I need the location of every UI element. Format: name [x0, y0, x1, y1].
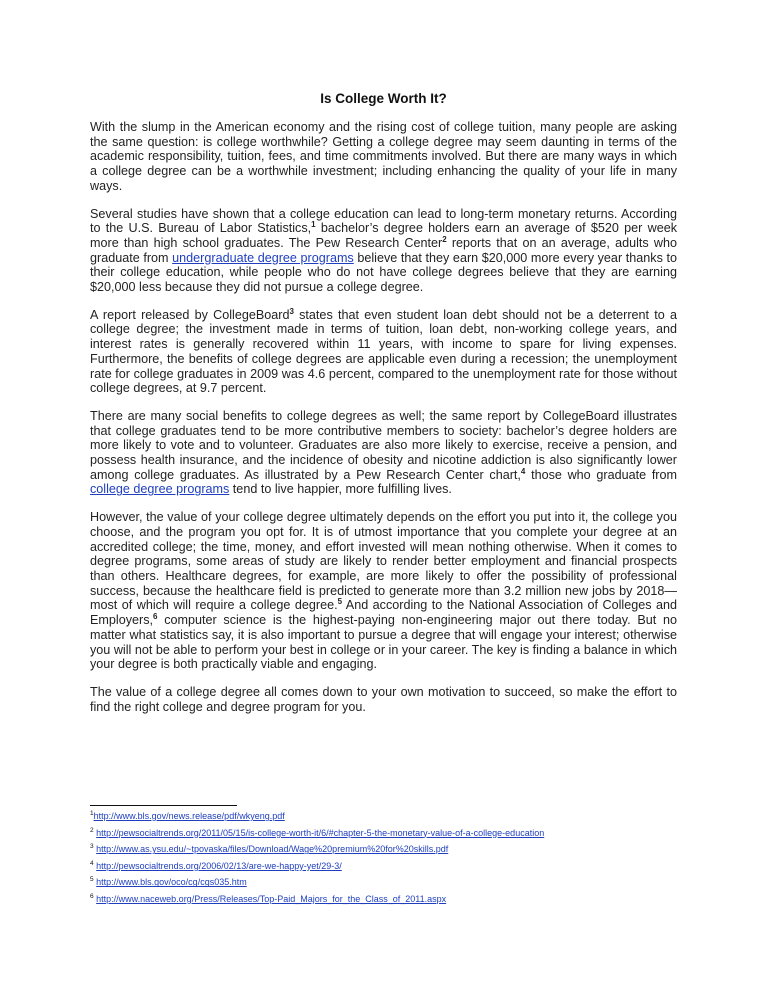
footnote-link-1[interactable]: http://www.bls.gov/news.release/pdf/wkyeng.pdf	[93, 811, 285, 821]
footnote-item	[90, 844, 690, 855]
text-run: those who graduate from	[525, 467, 678, 482]
footnote-number: 3	[90, 843, 94, 851]
paragraph-value-effort	[90, 510, 677, 672]
paragraph-intro: With the slump in the American economy and the rising cost of college tuition, many people are asking the same question: is college worthwhile? Getting a college degree may seem daunting in terms of the academic responsibility, tuition, fees, and time commitments involved. But there are many ways in which a college degree can be a worthwhile investment; including enhancing the quality of your life in many ways.	[90, 120, 677, 193]
text-run: bachelor’s degree holders earn an average of $520 per week more than high school graduates. The Pew Research Center	[90, 221, 677, 250]
footnote-link-3[interactable]: http://www.as.ysu.edu/~tpovaska/files/Download/Wage%20premium%20for%20skills.pdf	[96, 844, 449, 855]
footnote-ref-2[interactable]: 2	[442, 234, 447, 244]
footnote-ref-4[interactable]: 4	[520, 466, 526, 476]
footnote-number: 5	[90, 876, 94, 884]
paragraph-social-benefits	[90, 409, 677, 497]
text-run: However, the value of your college degree ultimately depends on the effort you put into it, the college you choose, and the program you opt for. It is of utmost importance that you complete your degree at an accredited college; the time, money, and effort invested will mean nothing otherwise. When it comes to degree programs, some areas of study are likely to render better employment and financial prospects than others. Healthcare degrees, for example, are more likely to offer the possibility of professional success, because the healthcare field is predicted to generate more than 3.2 million new jobs by 2018—most of which will require a college degree.	[90, 510, 677, 613]
footnote-ref-5[interactable]: 5	[337, 597, 343, 607]
document-body	[90, 91, 677, 727]
text-run: Several studies have shown that a college education can lead to long-term monetary returns. According to the U.S. Bureau of Labor Statistics,	[90, 206, 677, 236]
footnote-separator	[90, 805, 237, 806]
footnote-ref-6[interactable]: 6	[153, 611, 158, 621]
footnote-number: 6	[90, 892, 94, 900]
paragraph-monetary-returns	[90, 207, 677, 295]
footnote-number: 4	[90, 859, 94, 867]
link-college-degree-programs[interactable]: college degree programs	[90, 482, 230, 497]
text-run: And according to the National Association of Colleges and Employers,	[90, 598, 677, 628]
footnote-item	[90, 811, 690, 822]
footnote-link-2[interactable]: http://pewsocialtrends.org/2011/05/15/is-college-worth-it/6/#chapter-5-the-monetary-value-of-a-college-education	[96, 827, 545, 838]
footnote-link-6[interactable]: http://www.naceweb.org/Press/Releases/Top-Paid_Majors_for_the_Class_of_2011.aspx	[96, 893, 447, 904]
paragraph-collegeboard-report	[90, 308, 677, 396]
footnotes-list	[90, 811, 690, 911]
footnote-item	[90, 828, 690, 839]
text-run: believe that they earn $20,000 more every year thanks to their college education, while people who do not have college degrees believe that they are earning $20,000 less because they did not pursue a college degree.	[90, 250, 677, 295]
text-run: computer science is the highest-paying non-engineering major out there today. But no matter what statistics say, it is also important to pursue a degree that will engage your interest; otherwise you will not be able to perform your best in college or in your career. The key is finding a balance in which your degree is both practically viable and engaging.	[90, 613, 677, 672]
paragraph-conclusion: The value of a college degree all comes down to your own motivation to succeed, so make the effort to find the right college and degree program for you.	[90, 684, 677, 714]
text-run: tend to live happier, more fulfilling lives.	[229, 482, 452, 497]
text-run: A report released by CollegeBoard	[90, 307, 290, 322]
footnote-number: 1	[90, 810, 94, 817]
text-run: There are many social benefits to college degrees as well; the same report by CollegeBoard illustrates that college graduates tend to be more contributive members to society: bachelor’s degree holders are more likely to vote and to volunteer. Graduates are also more likely to exercise, receive a pension, and possess health insurance, and the incidence of obesity and nicotine addiction is also significantly lower among college graduates. As illustrated by a Pew Research Center chart,	[90, 408, 677, 482]
footnote-ref-1[interactable]: 1	[311, 220, 316, 230]
footnote-ref-3[interactable]: 3	[289, 306, 294, 316]
footnote-item	[90, 861, 690, 872]
footnote-link-4[interactable]: http://pewsocialtrends.org/2006/02/13/are-we-happy-yet/29-3/	[96, 860, 342, 871]
link-undergraduate-degree-programs[interactable]: undergraduate degree programs	[172, 250, 354, 265]
footnote-link-5[interactable]: http://www.bls.gov/oco/cg/cgs035.htm	[96, 877, 247, 888]
document-title: Is College Worth It?	[320, 91, 447, 106]
text-run: states that even student loan debt should not be a deterrent to a college degree; the investment made in terms of tuition, loan debt, non-working college years, and interest rates is generally recovered within 11 years, with income to spare for living expenses. Furthermore, the benefits of college degrees are applicable even during a recession; the unemployment rate for college graduates in 2009 was 4.6 percent, compared to the unemployment rate for those without college degrees, at 9.7 percent.	[90, 307, 677, 396]
footnote-item	[90, 877, 690, 888]
footnote-item	[90, 894, 690, 905]
footnote-number: 2	[90, 826, 94, 834]
text-run: reports that on an average, adults who graduate from	[90, 235, 677, 265]
